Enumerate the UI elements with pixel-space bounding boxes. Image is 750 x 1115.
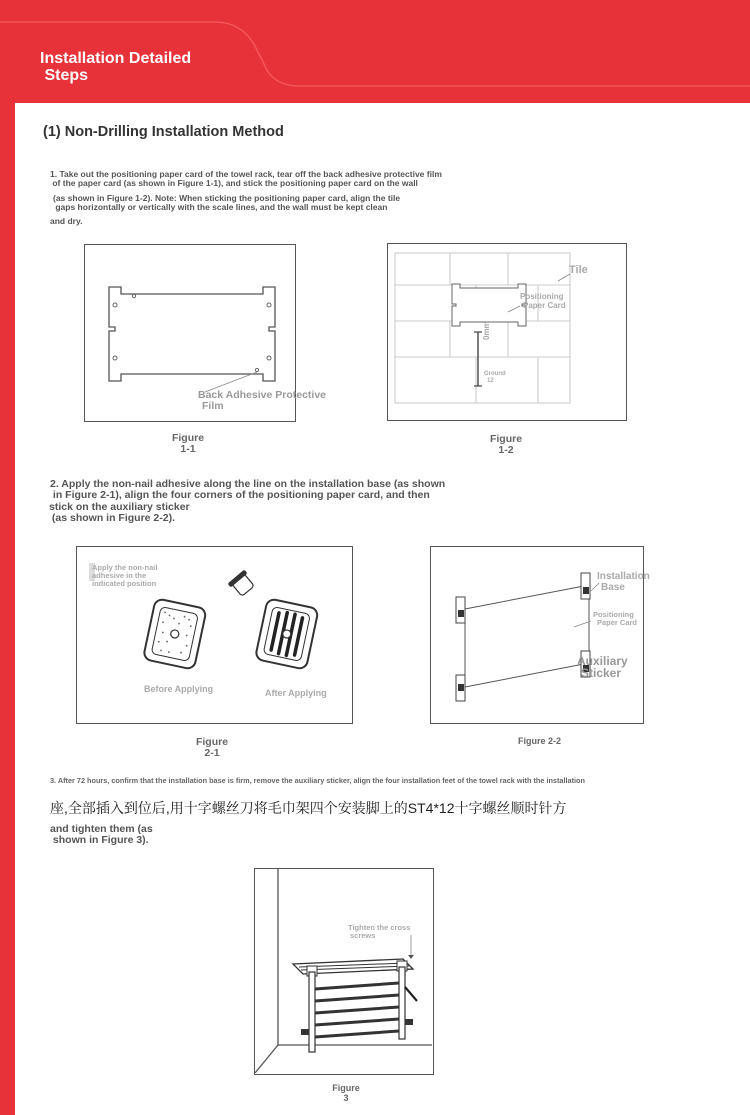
fig1-2-card-line2: Paper Card [523, 301, 566, 310]
step1-line4: gaps horizontally or vertically with the scale lines, and the wall must be kept clean [53, 202, 388, 212]
fig2-2-card-line1: Positioning [593, 610, 634, 619]
fig2-2-base-line2: Base [601, 582, 625, 593]
figure-2-1-label-line1: Figure [195, 736, 229, 748]
figure-2-1-label-line2: 2-1 [204, 747, 220, 759]
fig1-2-card-line1: Positioning [520, 292, 564, 301]
step2-line4: (as shown in Figure 2-2). [49, 512, 176, 524]
figure-3-frame [254, 868, 434, 1075]
step3-line3: and tighten them (as [50, 823, 153, 835]
fig1-1-callout-line1: Back Adhesive Protective [198, 389, 327, 401]
fig2-1-note-line2: adhesive in the [92, 571, 147, 580]
figure-2-1-label [182, 737, 242, 759]
fig2-1-before-label: Before Applying [144, 684, 214, 694]
figure-1-2-label [476, 434, 536, 456]
fig2-2-sticker-line1: Auxiliary [577, 654, 628, 668]
figure-1-1-label [158, 433, 218, 455]
step1-line5: and dry. [50, 216, 83, 226]
step3-cn-line: 座,全部插入到位后,用十字螺丝刀将毛巾架四个安装脚上的ST4*12十字螺丝顺时针方 [50, 800, 567, 816]
header-title-line1: Installation Detailed [40, 50, 192, 67]
step3-line4: shown in Figure 3). [50, 834, 149, 846]
figure-1-2-frame [387, 243, 627, 421]
fig2-1-note-line3: indicated position [92, 579, 157, 588]
fig1-2-ground-line2: 12 [487, 378, 494, 384]
step3-line1: 3. After 72 hours, confirm that the installation base is firm, remove the auxiliary sticker, align the four installation feet of the towel rack with the installation [50, 776, 585, 785]
step2-line2: in Figure 2-1), align the four corners of the positioning paper card, and then [50, 489, 430, 501]
step1-line3: (as shown in Figure 1-2). Note: When sticking the positioning paper card, align the tile [53, 193, 401, 203]
figure-3-label-line2: 3 [343, 1093, 349, 1103]
fig2-1-note-line1: Apply the non-nail [92, 563, 158, 572]
fig1-2-measure-label: 0mm [482, 321, 491, 340]
header-title-line2: Steps [40, 67, 89, 84]
figure-2-2-label: Figure 2-2 [518, 736, 562, 746]
step2-line1: 2. Apply the non-nail adhesive along the line on the installation base (as shown [50, 478, 446, 490]
step1-line1: 1. Take out the positioning paper card of the towel rack, tear off the back adhesive protective film [50, 169, 442, 179]
figure-1-2-label-line2: 1-2 [498, 444, 514, 456]
towel-rack-illustration [255, 869, 432, 1073]
fig3-note-line1: Tighten the cross [348, 923, 411, 932]
fig2-2-card-line2: Paper Card [597, 618, 638, 627]
tile-wall-illustration [388, 244, 625, 419]
step2-line3: stick on the auxiliary sticker [49, 501, 190, 513]
figure-3-label [316, 1083, 376, 1103]
figure-3-label-line1: Figure [332, 1083, 360, 1093]
fig2-2-sticker-line2: Sticker [581, 666, 622, 680]
figure-1-2-label-line1: Figure [489, 433, 523, 445]
step1-line2: of the paper card (as shown in Figure 1-1), and stick the positioning paper card on the wall [50, 178, 418, 188]
fig3-note-line2: screws [350, 931, 376, 940]
figure-1-1-label-line2: 1-1 [180, 443, 196, 455]
section-title: (1) Non-Drilling Installation Method [43, 124, 284, 140]
header-title [40, 50, 191, 84]
fig1-1-callout-line2: Film [202, 400, 224, 412]
fig1-2-ground-line1: Ground [484, 371, 506, 377]
figure-1-1-label-line1: Figure [171, 432, 205, 444]
fig2-1-after-label: After Applying [265, 688, 327, 698]
fig1-2-tile-label: Tile [569, 264, 588, 276]
fig2-2-base-line1: Installation [597, 571, 650, 582]
